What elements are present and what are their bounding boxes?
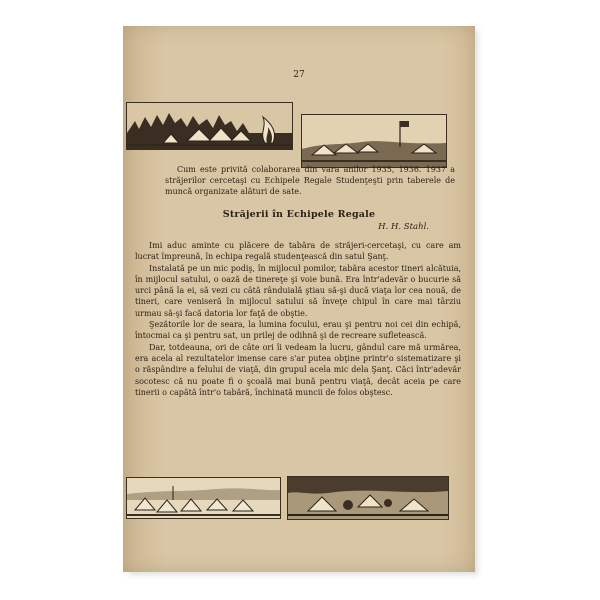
illustration-caption: Cum este privită colaborarea din vara anilor 1935, 1936. 1937 a străjerilor cercetaşi cu Echipele Regale Studenţeşti prin taberele de muncă organizate alături de sate.: [165, 165, 455, 196]
paragraph: Instalată pe un mic podiş, în mijlocul pomilor, tabăra acestor tineri alcătuia, în mijlocul satului, o oază de tinereţe şi voie bună. Era într'adevăr o bucurie să urci până la ei, să vezi cu câtă rânduială ştiau să-şi ducă viaţa lor cea nouă, de tineri, care veniseră în mijlocul satului să înveţe chipul în care mai târziu urmau să-şi facă datoria lor faţă de obştie.: [135, 263, 461, 318]
article-title: Străjerii în Echipele Regale: [222, 209, 376, 220]
village-camp-photo-icon: [287, 476, 449, 520]
book-page: [123, 26, 475, 572]
camp-flag-illustration-icon: [301, 114, 447, 168]
article-author: H. H. Stahl.: [378, 222, 429, 232]
page-number: 27: [293, 70, 305, 80]
paragraph: Dar, totdeauna, ori de câte ori îi vedeam la lucru, gândul care mă urmărea, era acela al rezultatelor imense care s'ar putea obţine printr'o sistematizare şi o răspândire a felului de viaţă, din grupul acela mic dela Şanţ. Căci într'adevăr socotesc că nu poate fi o şcoală mai bună pentru viaţă, decât aceia pe care tinerii o capătă într'o tabără, închinată muncii de folos obştesc.: [135, 342, 461, 397]
article-body: [135, 240, 461, 398]
paragraph: Şezătorile lor de seara, la lumina focului, erau şi pentru noi cei din echipă, întocmai ca şi pentru sat, un prilej de odihnă şi de recreare sufletească.: [135, 320, 461, 341]
camp-campfire-illustration-icon: [126, 102, 293, 150]
tent-row-illustration-icon: [126, 477, 281, 519]
paragraph: Imi aduc aminte cu plăcere de tabăra de străjeri-cercetaşi, cu care am lucrat împreună, în echipa regală studenţească din satul Şanţ.: [135, 241, 461, 262]
